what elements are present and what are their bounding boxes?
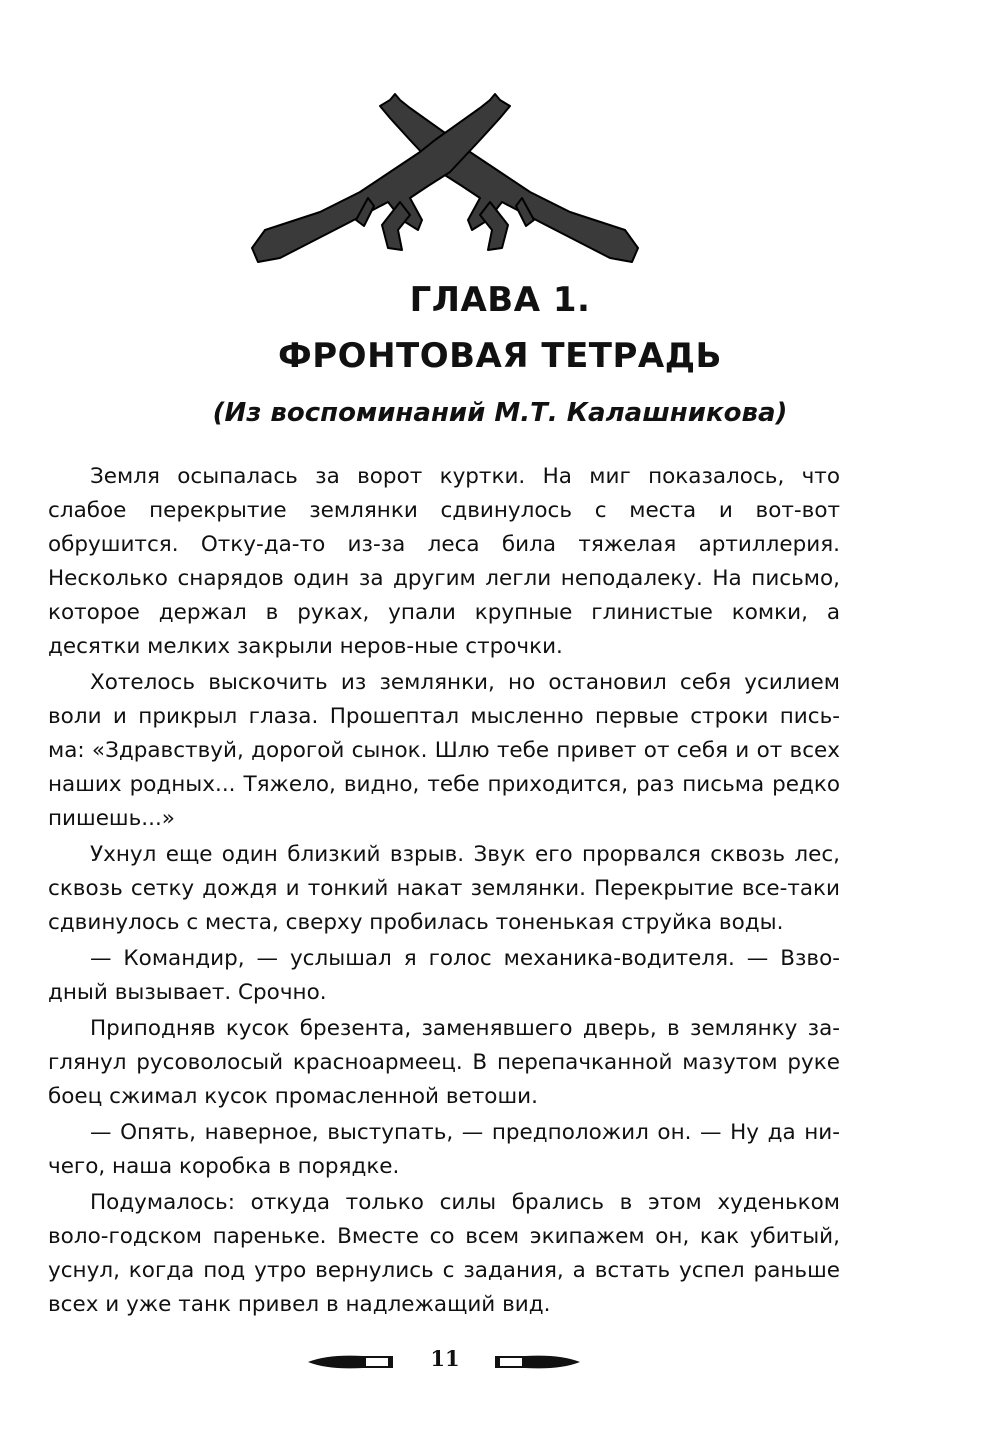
chapter-title: ФРОНТОВАЯ ТЕТРАДЬ (278, 336, 722, 376)
page-footer (300, 1342, 590, 1382)
bullet-icon (495, 1354, 580, 1370)
crossed-rifles-icon (240, 80, 650, 280)
paragraph: Хотелось выскочить из землянки, но остановил себя усилием воли и прикрыл глаза. Прошептал мысленно первые строки пись-ма: «Здравствуй, дорогой сынок. Шлю тебе привет от себя и от всех наших родных... Тяжело, видно, тебе приходится, раз письма редко пишешь...» (48, 670, 840, 831)
chapter-subtitle: (Из воспоминаний М.Т. Калашникова) (212, 398, 788, 428)
paragraph: Земля осыпалась за ворот куртки. На миг показалось, что слабое перекрытие землянки сдвинулось с места и вот-вот обрушится. Отку-да-то из-за леса била тяжелая артиллерия. Несколько снарядов один за другим легли неподалеку. На письмо, которое держал в руках, упали крупные глинистые комки, а десятки мелких закрыли неров-ные строчки. (48, 464, 840, 659)
bullet-icon (308, 1354, 393, 1370)
paragraph: Ухнул еще один близкий взрыв. Звук его прорвался сквозь лес, сквозь сетку дождя и тонкий накат землянки. Перекрытие все-таки сдвинулось с места, сверху пробилась тоненькая струйка воды. (48, 842, 840, 935)
paragraph: Приподняв кусок брезента, заменявшего дверь, в землянку за-глянул русоволосый красноармеец. В перепачканной мазутом руке боец сжимал кусок промасленной ветоши. (48, 1016, 840, 1109)
page-number: 11 (430, 1346, 460, 1371)
paragraph: — Командир, — услышал я голос механика-водителя. — Взво-дный вызывает. Срочно. (48, 946, 840, 1005)
chapter-number: ГЛАВА 1. (409, 280, 591, 320)
body-text (48, 460, 840, 1324)
paragraph: Подумалось: откуда только силы брались в этом худеньком воло-годском пареньке. Вместе со всем экипажем он, как убитый, уснул, когда под утро вернулись с задания, а встать успел раньше всех и уже танк привел в надлежащий вид. (48, 1190, 840, 1317)
paragraph: — Опять, наверное, выступать, — предположил он. — Ну да ни-чего, наша коробка в порядке. (48, 1120, 840, 1179)
